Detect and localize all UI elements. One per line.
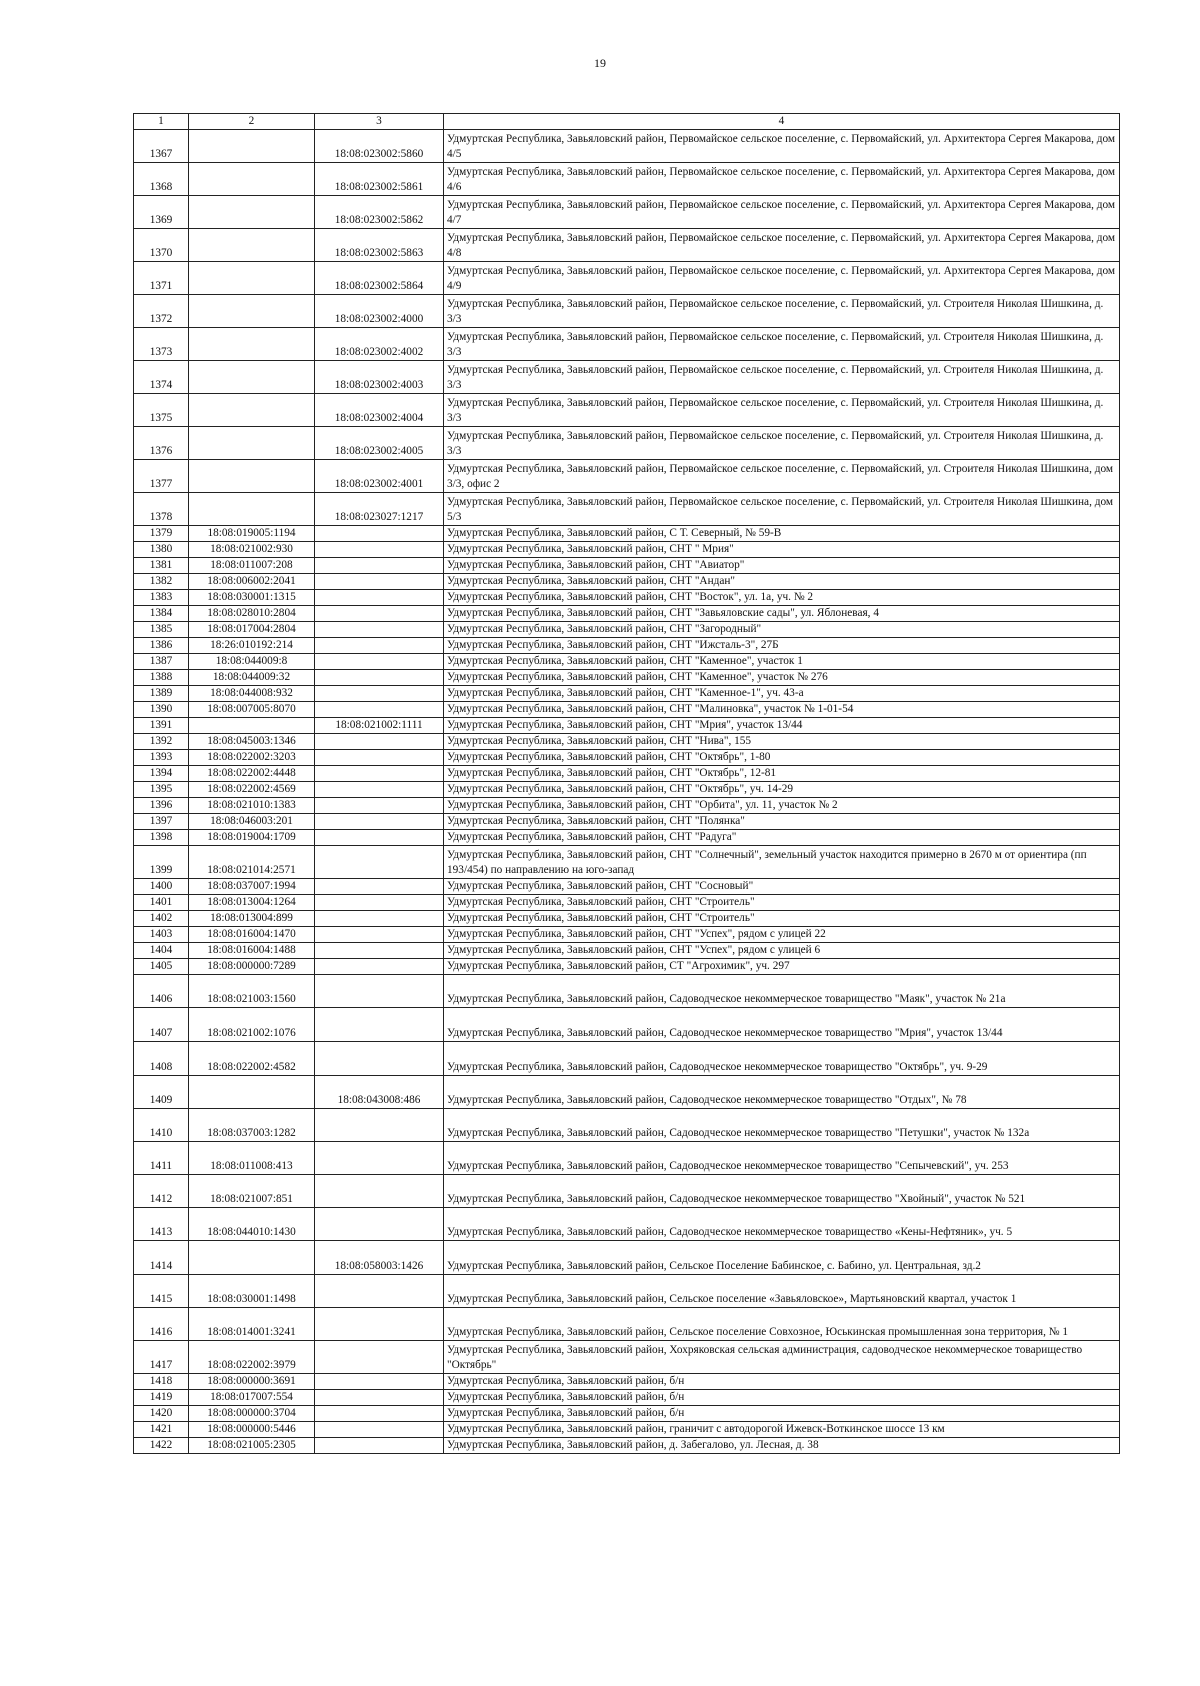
cadastral-number-cell: 18:08:006002:2041 (189, 574, 315, 590)
cadastral-number-alt-cell (315, 1175, 444, 1208)
table-row (134, 1241, 1120, 1275)
table-row (134, 361, 1120, 394)
cadastral-number-alt-cell (315, 846, 444, 879)
address-cell: Удмуртская Республика, Завьяловский район, Садоводческое некоммерческое товарищество "Октябрь", уч. 9-29 (444, 1042, 1120, 1076)
row-number-cell: 1418 (134, 1374, 189, 1390)
address-cell: Удмуртская Республика, Завьяловский район, Первомайское сельское поселение, с. Первомайский, ул. Архитектора Сергея Макарова, дом 4/7 (444, 196, 1120, 229)
cadastral-number-cell (189, 493, 315, 526)
cadastral-number-cell: 18:08:028010:2804 (189, 606, 315, 622)
address-cell: Удмуртская Республика, Завьяловский район, д. Забегалово, ул. Лесная, д. 38 (444, 1438, 1120, 1454)
table-row (134, 130, 1120, 163)
address-cell: Удмуртская Республика, Завьяловский район, Садоводческое некоммерческое товарищество "Мрия", участок 13/44 (444, 1008, 1120, 1042)
table-row (134, 590, 1120, 606)
cadastral-number-cell: 18:08:044009:8 (189, 654, 315, 670)
address-cell: Удмуртская Республика, Завьяловский район, Садоводческое некоммерческое товарищество "Отдых", № 78 (444, 1076, 1120, 1109)
cadastral-number-alt-cell: 18:08:023002:4002 (315, 328, 444, 361)
table-row (134, 1438, 1120, 1454)
table-row (134, 1406, 1120, 1422)
table-row (134, 262, 1120, 295)
cadastral-number-alt-cell (315, 798, 444, 814)
row-number-cell: 1390 (134, 702, 189, 718)
table-row (134, 1076, 1120, 1109)
address-cell: Удмуртская Республика, Завьяловский район, СНТ "Сосновый" (444, 879, 1120, 895)
row-number-cell: 1404 (134, 943, 189, 959)
cadastral-number-alt-cell (315, 1008, 444, 1042)
table-row (134, 766, 1120, 782)
address-cell: Удмуртская Республика, Завьяловский район, Первомайское сельское поселение, с. Первомайский, ул. Строителя Николая Шишкина, д. 3/3 (444, 427, 1120, 460)
cadastral-number-cell (189, 394, 315, 427)
row-number-cell: 1389 (134, 686, 189, 702)
cadastral-number-cell (189, 328, 315, 361)
table-row (134, 606, 1120, 622)
row-number-cell: 1374 (134, 361, 189, 394)
address-cell: Удмуртская Республика, Завьяловский район, Первомайское сельское поселение, с. Первомайский, ул. Строителя Николая Шишкина, д. 3/3 (444, 295, 1120, 328)
row-number-cell: 1377 (134, 460, 189, 493)
address-cell: Удмуртская Республика, Завьяловский район, Первомайское сельское поселение, с. Первомайский, ул. Архитектора Сергея Макарова, дом 4/5 (444, 130, 1120, 163)
table-row (134, 1142, 1120, 1175)
cadastral-number-alt-cell (315, 830, 444, 846)
cadastral-number-alt-cell: 18:08:023002:5860 (315, 130, 444, 163)
row-number-cell: 1419 (134, 1390, 189, 1406)
row-number-cell: 1370 (134, 229, 189, 262)
address-cell: Удмуртская Республика, Завьяловский район, б/н (444, 1406, 1120, 1422)
address-cell: Удмуртская Республика, Завьяловский район, Сельское поселение Совхозное, Юськинская промышленная зона территория, № 1 (444, 1308, 1120, 1341)
address-cell: Удмуртская Республика, Завьяловский район, Хохряковская сельская администрация, садоводческое некоммерческое товарищество "Октябрь" (444, 1341, 1120, 1374)
cadastral-number-cell: 18:08:022002:4448 (189, 766, 315, 782)
table-row (134, 1208, 1120, 1241)
cadastral-number-cell (189, 361, 315, 394)
table-row (134, 798, 1120, 814)
cadastral-number-alt-cell (315, 686, 444, 702)
cadastral-number-alt-cell (315, 1341, 444, 1374)
cadastral-number-alt-cell (315, 558, 444, 574)
cadastral-number-alt-cell: 18:08:058003:1426 (315, 1241, 444, 1275)
cadastral-number-alt-cell (315, 1390, 444, 1406)
table-row (134, 943, 1120, 959)
table-row (134, 1275, 1120, 1308)
row-number-cell: 1395 (134, 782, 189, 798)
address-cell: Удмуртская Республика, Завьяловский район, СНТ "Авиатор" (444, 558, 1120, 574)
cadastral-number-alt-cell (315, 927, 444, 943)
address-cell: Удмуртская Республика, Завьяловский район, СНТ "Малиновка", участок № 1-01-54 (444, 702, 1120, 718)
row-number-cell: 1387 (134, 654, 189, 670)
row-number-cell: 1379 (134, 526, 189, 542)
row-number-cell: 1406 (134, 975, 189, 1008)
row-number-cell: 1369 (134, 196, 189, 229)
table-row (134, 460, 1120, 493)
address-cell: Удмуртская Республика, Завьяловский район, СНТ "Каменное", участок № 276 (444, 670, 1120, 686)
table-row (134, 394, 1120, 427)
address-cell: Удмуртская Республика, Завьяловский район, Первомайское сельское поселение, с. Первомайский, ул. Архитектора Сергея Макарова, дом 4/8 (444, 229, 1120, 262)
row-number-cell: 1383 (134, 590, 189, 606)
cadastral-number-cell: 18:08:000000:3704 (189, 1406, 315, 1422)
row-number-cell: 1398 (134, 830, 189, 846)
table-row (134, 927, 1120, 943)
address-cell: Удмуртская Республика, Завьяловский район, Первомайское сельское поселение, с. Первомайский, ул. Строителя Николая Шишкина, д. 3/3 (444, 361, 1120, 394)
table-row (134, 895, 1120, 911)
table-row (134, 558, 1120, 574)
table-row (134, 229, 1120, 262)
column-header-1: 1 (134, 114, 189, 130)
row-number-cell: 1372 (134, 295, 189, 328)
cadastral-number-cell: 18:08:021003:1560 (189, 975, 315, 1008)
address-cell: Удмуртская Республика, Завьяловский район, СНТ "Полянка" (444, 814, 1120, 830)
cadastral-number-alt-cell: 18:08:023002:4005 (315, 427, 444, 460)
row-number-cell: 1416 (134, 1308, 189, 1341)
table-header-row (134, 114, 1120, 130)
address-cell: Удмуртская Республика, Завьяловский район, Садоводческое некоммерческое товарищество "Петушки", участок № 132а (444, 1109, 1120, 1142)
cadastral-number-cell: 18:08:013004:1264 (189, 895, 315, 911)
cadastral-number-alt-cell (315, 959, 444, 975)
row-number-cell: 1399 (134, 846, 189, 879)
address-cell: Удмуртская Республика, Завьяловский район, Первомайское сельское поселение, с. Первомайский, ул. Архитектора Сергея Макарова, дом 4/9 (444, 262, 1120, 295)
cadastral-number-alt-cell (315, 879, 444, 895)
address-cell: Удмуртская Республика, Завьяловский район, СНТ "Орбита", ул. 11, участок № 2 (444, 798, 1120, 814)
cadastral-number-cell: 18:08:021005:2305 (189, 1438, 315, 1454)
address-cell: Удмуртская Республика, Завьяловский район, СНТ "Строитель" (444, 911, 1120, 927)
row-number-cell: 1417 (134, 1341, 189, 1374)
cadastral-number-alt-cell (315, 622, 444, 638)
cadastral-number-cell: 18:08:000000:3691 (189, 1374, 315, 1390)
cadastral-number-cell (189, 1241, 315, 1275)
cadastral-number-alt-cell (315, 1208, 444, 1241)
address-cell: Удмуртская Республика, Завьяловский район, Садоводческое некоммерческое товарищество "Хвойный", участок № 521 (444, 1175, 1120, 1208)
address-cell: Удмуртская Республика, Завьяловский район, СНТ "Октябрь", 1-80 (444, 750, 1120, 766)
table-row (134, 702, 1120, 718)
table-row (134, 1390, 1120, 1406)
address-cell: Удмуртская Республика, Завьяловский район, Первомайское сельское поселение, с. Первомайский, ул. Строителя Николая Шишкина, дом 5/3 (444, 493, 1120, 526)
address-cell: Удмуртская Республика, Завьяловский район, Первомайское сельское поселение, с. Первомайский, ул. Строителя Николая Шишкина, дом 3/3, офис 2 (444, 460, 1120, 493)
row-number-cell: 1382 (134, 574, 189, 590)
row-number-cell: 1405 (134, 959, 189, 975)
address-cell: Удмуртская Республика, Завьяловский район, СНТ "Успех", рядом с улицей 22 (444, 927, 1120, 943)
cadastral-number-alt-cell (315, 574, 444, 590)
cadastral-number-cell: 18:08:022002:4569 (189, 782, 315, 798)
table-row (134, 163, 1120, 196)
cadastral-number-alt-cell (315, 638, 444, 654)
address-cell: Удмуртская Республика, Завьяловский район, б/н (444, 1374, 1120, 1390)
cadastral-number-cell: 18:08:019004:1709 (189, 830, 315, 846)
cadastral-number-cell: 18:08:022002:4582 (189, 1042, 315, 1076)
row-number-cell: 1384 (134, 606, 189, 622)
address-cell: Удмуртская Республика, Завьяловский район, Садоводческое некоммерческое товарищество "Сепычевский", уч. 253 (444, 1142, 1120, 1175)
table-row (134, 427, 1120, 460)
cadastral-number-cell: 18:08:044008:932 (189, 686, 315, 702)
cadastral-number-cell: 18:08:013004:899 (189, 911, 315, 927)
address-cell: Удмуртская Республика, Завьяловский район, Первомайское сельское поселение, с. Первомайский, ул. Строителя Николая Шишкина, д. 3/3 (444, 328, 1120, 361)
column-header-4: 4 (444, 114, 1120, 130)
address-cell: Удмуртская Республика, Завьяловский район, Сельское Поселение Бабинское, с. Бабино, ул. Центральная, зд.2 (444, 1241, 1120, 1275)
cadastral-number-alt-cell (315, 814, 444, 830)
row-number-cell: 1388 (134, 670, 189, 686)
table-row (134, 1374, 1120, 1390)
row-number-cell: 1408 (134, 1042, 189, 1076)
cadastral-number-alt-cell (315, 1308, 444, 1341)
table-row (134, 814, 1120, 830)
table-row (134, 1341, 1120, 1374)
row-number-cell: 1407 (134, 1008, 189, 1042)
row-number-cell: 1413 (134, 1208, 189, 1241)
address-cell: Удмуртская Республика, Завьяловский район, СНТ " Мрия" (444, 542, 1120, 558)
table-row (134, 782, 1120, 798)
cadastral-number-cell: 18:26:010192:214 (189, 638, 315, 654)
table-row (134, 1175, 1120, 1208)
table-row (134, 574, 1120, 590)
address-cell: Удмуртская Республика, Завьяловский район, СНТ "Октябрь", уч. 14-29 (444, 782, 1120, 798)
address-cell: Удмуртская Республика, Завьяловский район, СНТ "Каменное", участок 1 (444, 654, 1120, 670)
row-number-cell: 1392 (134, 734, 189, 750)
cadastral-number-alt-cell: 18:08:023002:5862 (315, 196, 444, 229)
address-cell: Удмуртская Республика, Завьяловский район, СНТ "Загородный" (444, 622, 1120, 638)
address-cell: Удмуртская Республика, Завьяловский район, граничит с автодорогой Ижевск-Воткинское шоссе 13 км (444, 1422, 1120, 1438)
table-row (134, 1109, 1120, 1142)
cadastral-number-cell: 18:08:014001:3241 (189, 1308, 315, 1341)
cadastral-number-alt-cell: 18:08:023002:4004 (315, 394, 444, 427)
cadastral-number-alt-cell (315, 766, 444, 782)
cadastral-number-alt-cell (315, 911, 444, 927)
cadastral-number-cell: 18:08:037003:1282 (189, 1109, 315, 1142)
cadastral-number-cell: 18:08:017007:554 (189, 1390, 315, 1406)
address-cell: Удмуртская Республика, Завьяловский район, Сельское поселение «Завьяловское», Мартьяновский квартал, участок 1 (444, 1275, 1120, 1308)
address-cell: Удмуртская Республика, Завьяловский район, Первомайское сельское поселение, с. Первомайский, ул. Архитектора Сергея Макарова, дом 4/6 (444, 163, 1120, 196)
address-cell: Удмуртская Республика, Завьяловский район, СНТ "Успех", рядом с улицей 6 (444, 943, 1120, 959)
table-row (134, 295, 1120, 328)
cadastral-number-cell: 18:08:044009:32 (189, 670, 315, 686)
table-row (134, 879, 1120, 895)
registry-table-body (134, 114, 1120, 1454)
table-row (134, 526, 1120, 542)
column-header-3: 3 (315, 114, 444, 130)
cadastral-number-cell: 18:08:045003:1346 (189, 734, 315, 750)
address-cell: Удмуртская Республика, Завьяловский район, СНТ "Мрия", участок 13/44 (444, 718, 1120, 734)
row-number-cell: 1401 (134, 895, 189, 911)
cadastral-number-cell: 18:08:046003:201 (189, 814, 315, 830)
cadastral-number-alt-cell: 18:08:023002:4000 (315, 295, 444, 328)
row-number-cell: 1367 (134, 130, 189, 163)
address-cell: Удмуртская Республика, Завьяловский район, СНТ "Андан" (444, 574, 1120, 590)
cadastral-number-alt-cell (315, 702, 444, 718)
row-number-cell: 1409 (134, 1076, 189, 1109)
address-cell: Удмуртская Республика, Завьяловский район, СНТ "Завьяловские сады", ул. Яблоневая, 4 (444, 606, 1120, 622)
cadastral-number-alt-cell (315, 606, 444, 622)
cadastral-number-cell: 18:08:007005:8070 (189, 702, 315, 718)
table-row (134, 638, 1120, 654)
cadastral-number-cell (189, 196, 315, 229)
cadastral-number-alt-cell (315, 670, 444, 686)
cadastral-number-cell: 18:08:037007:1994 (189, 879, 315, 895)
table-row (134, 686, 1120, 702)
cadastral-number-alt-cell: 18:08:043008:486 (315, 1076, 444, 1109)
row-number-cell: 1381 (134, 558, 189, 574)
cadastral-number-cell: 18:08:021002:1076 (189, 1008, 315, 1042)
table-row (134, 959, 1120, 975)
address-cell: Удмуртская Республика, Завьяловский район, б/н (444, 1390, 1120, 1406)
table-row (134, 493, 1120, 526)
cadastral-number-alt-cell (315, 1406, 444, 1422)
column-header-2: 2 (189, 114, 315, 130)
cadastral-number-cell (189, 295, 315, 328)
row-number-cell: 1397 (134, 814, 189, 830)
cadastral-number-cell (189, 718, 315, 734)
cadastral-number-alt-cell (315, 1422, 444, 1438)
cadastral-number-cell: 18:08:044010:1430 (189, 1208, 315, 1241)
row-number-cell: 1420 (134, 1406, 189, 1422)
row-number-cell: 1386 (134, 638, 189, 654)
cadastral-number-cell: 18:08:021002:930 (189, 542, 315, 558)
cadastral-number-alt-cell: 18:08:023002:5861 (315, 163, 444, 196)
cadastral-number-alt-cell (315, 590, 444, 606)
row-number-cell: 1412 (134, 1175, 189, 1208)
cadastral-number-cell: 18:08:011007:208 (189, 558, 315, 574)
row-number-cell: 1378 (134, 493, 189, 526)
row-number-cell: 1371 (134, 262, 189, 295)
cadastral-number-alt-cell (315, 1374, 444, 1390)
row-number-cell: 1394 (134, 766, 189, 782)
row-number-cell: 1385 (134, 622, 189, 638)
row-number-cell: 1400 (134, 879, 189, 895)
cadastral-number-cell: 18:08:016004:1488 (189, 943, 315, 959)
row-number-cell: 1373 (134, 328, 189, 361)
address-cell: Удмуртская Республика, Завьяловский район, СНТ "Радуга" (444, 830, 1120, 846)
cadastral-number-cell: 18:08:030001:1315 (189, 590, 315, 606)
row-number-cell: 1411 (134, 1142, 189, 1175)
table-row (134, 670, 1120, 686)
cadastral-number-cell: 18:08:000000:7289 (189, 959, 315, 975)
cadastral-number-alt-cell (315, 526, 444, 542)
cadastral-number-alt-cell (315, 750, 444, 766)
address-cell: Удмуртская Республика, Завьяловский район, СНТ "Солнечный", земельный участок находится примерно в 2670 м от ориентира (пп 193/454) по направлению на юго-запад (444, 846, 1120, 879)
cadastral-number-cell (189, 427, 315, 460)
row-number-cell: 1421 (134, 1422, 189, 1438)
cadastral-number-alt-cell (315, 975, 444, 1008)
row-number-cell: 1376 (134, 427, 189, 460)
cadastral-number-alt-cell: 18:08:023002:5863 (315, 229, 444, 262)
cadastral-number-alt-cell (315, 1142, 444, 1175)
table-row (134, 622, 1120, 638)
address-cell: Удмуртская Республика, Завьяловский район, СНТ "Восток", ул. 1а, уч. № 2 (444, 590, 1120, 606)
row-number-cell: 1380 (134, 542, 189, 558)
row-number-cell: 1422 (134, 1438, 189, 1454)
page-number: 19 (594, 56, 606, 70)
cadastral-number-cell: 18:08:017004:2804 (189, 622, 315, 638)
table-row (134, 1042, 1120, 1076)
cadastral-number-alt-cell (315, 1042, 444, 1076)
cadastral-number-cell: 18:08:019005:1194 (189, 526, 315, 542)
address-cell: Удмуртская Республика, Завьяловский район, СТ "Агрохимик", уч. 297 (444, 959, 1120, 975)
table-row (134, 1308, 1120, 1341)
cadastral-number-cell (189, 229, 315, 262)
cadastral-number-alt-cell: 18:08:023027:1217 (315, 493, 444, 526)
table-row (134, 975, 1120, 1008)
cadastral-number-alt-cell (315, 1275, 444, 1308)
cadastral-number-cell: 18:08:021014:2571 (189, 846, 315, 879)
row-number-cell: 1403 (134, 927, 189, 943)
cadastral-number-alt-cell (315, 734, 444, 750)
table-row (134, 750, 1120, 766)
cadastral-number-cell: 18:08:021010:1383 (189, 798, 315, 814)
row-number-cell: 1414 (134, 1241, 189, 1275)
cadastral-number-alt-cell: 18:08:023002:4003 (315, 361, 444, 394)
cadastral-number-cell: 18:08:016004:1470 (189, 927, 315, 943)
cadastral-number-cell: 18:08:011008:413 (189, 1142, 315, 1175)
table-row (134, 654, 1120, 670)
cadastral-number-alt-cell: 18:08:021002:1111 (315, 718, 444, 734)
address-cell: Удмуртская Республика, Завьяловский район, СНТ "Октябрь", 12-81 (444, 766, 1120, 782)
cadastral-number-cell: 18:08:022002:3203 (189, 750, 315, 766)
address-cell: Удмуртская Республика, Завьяловский район, Садоводческое некоммерческое товарищество "Маяк", участок № 21а (444, 975, 1120, 1008)
cadastral-number-cell (189, 460, 315, 493)
table-row (134, 328, 1120, 361)
table-row (134, 846, 1120, 879)
table-row (134, 734, 1120, 750)
address-cell: Удмуртская Республика, Завьяловский район, С Т. Северный, № 59-В (444, 526, 1120, 542)
cadastral-number-alt-cell (315, 943, 444, 959)
cadastral-number-cell (189, 1076, 315, 1109)
cadastral-number-alt-cell (315, 1438, 444, 1454)
table-row (134, 196, 1120, 229)
address-cell: Удмуртская Республика, Завьяловский район, СНТ "Ижсталь-3", 27Б (444, 638, 1120, 654)
cadastral-number-cell (189, 130, 315, 163)
cadastral-number-cell (189, 262, 315, 295)
cadastral-number-cell: 18:08:022002:3979 (189, 1341, 315, 1374)
cadastral-number-cell: 18:08:021007:851 (189, 1175, 315, 1208)
row-number-cell: 1368 (134, 163, 189, 196)
table-row (134, 1422, 1120, 1438)
row-number-cell: 1415 (134, 1275, 189, 1308)
row-number-cell: 1391 (134, 718, 189, 734)
address-cell: Удмуртская Республика, Завьяловский район, СНТ "Строитель" (444, 895, 1120, 911)
table-row (134, 718, 1120, 734)
address-cell: Удмуртская Республика, Завьяловский район, Первомайское сельское поселение, с. Первомайский, ул. Строителя Николая Шишкина, д. 3/3 (444, 394, 1120, 427)
row-number-cell: 1410 (134, 1109, 189, 1142)
address-cell: Удмуртская Республика, Завьяловский район, СНТ "Каменное-1", уч. 43-а (444, 686, 1120, 702)
address-cell: Удмуртская Республика, Завьяловский район, Садоводческое некоммерческое товарищество «Кены-Нефтяник», уч. 5 (444, 1208, 1120, 1241)
address-cell: Удмуртская Республика, Завьяловский район, СНТ "Нива", 155 (444, 734, 1120, 750)
cadastral-number-alt-cell (315, 654, 444, 670)
cadastral-number-alt-cell: 18:08:023002:5864 (315, 262, 444, 295)
table-row (134, 542, 1120, 558)
row-number-cell: 1396 (134, 798, 189, 814)
table-row (134, 1008, 1120, 1042)
registry-table (133, 113, 1120, 1454)
row-number-cell: 1375 (134, 394, 189, 427)
table-row (134, 911, 1120, 927)
cadastral-number-cell: 18:08:000000:5446 (189, 1422, 315, 1438)
cadastral-number-alt-cell: 18:08:023002:4001 (315, 460, 444, 493)
cadastral-number-alt-cell (315, 542, 444, 558)
cadastral-number-cell: 18:08:030001:1498 (189, 1275, 315, 1308)
row-number-cell: 1393 (134, 750, 189, 766)
cadastral-number-alt-cell (315, 1109, 444, 1142)
row-number-cell: 1402 (134, 911, 189, 927)
table-row (134, 830, 1120, 846)
cadastral-number-cell (189, 163, 315, 196)
cadastral-number-alt-cell (315, 895, 444, 911)
cadastral-number-alt-cell (315, 782, 444, 798)
